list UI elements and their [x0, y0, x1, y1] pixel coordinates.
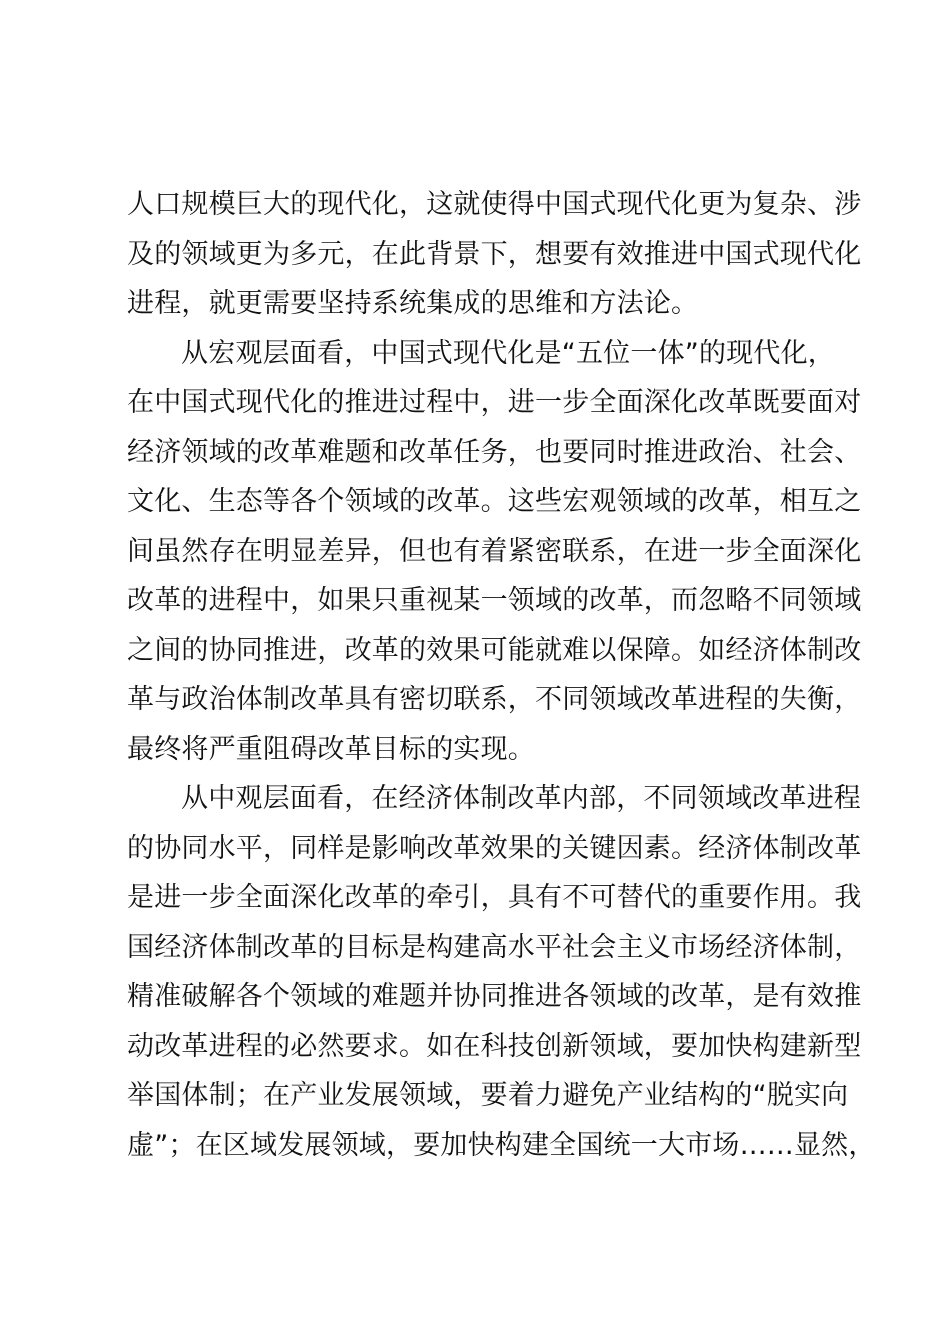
text-line: 之间的协同推进，改革的效果可能就难以保障。如经济体制改	[127, 634, 862, 666]
document-body	[127, 180, 876, 1170]
paragraph	[127, 329, 862, 775]
text-line: 虚”；在区域发展领域，要加快构建全国统一大市场……显然，	[127, 1129, 876, 1161]
text-line: 精准破解各个领域的难题并协同推进各领域的改革，是有效推	[127, 981, 862, 1012]
text-line: 的协同水平，同样是影响改革效果的关键因素。经济体制改革	[127, 832, 862, 864]
text-line: 改革的进程中，如果只重视某一领域的改革，而忽略不同领域	[127, 585, 862, 616]
text-line: 在中国式现代化的推进过程中，进一步全面深化改革既要面对	[127, 387, 862, 418]
text-line: 经济领域的改革难题和改革任务，也要同时推进政治、社会、	[127, 436, 862, 468]
text-line: 动改革进程的必然要求。如在科技创新领域，要加快构建新型	[127, 1030, 862, 1062]
text-line: 是进一步全面深化改革的牵引，具有不可替代的重要作用。我	[127, 882, 862, 913]
text-line: 国经济体制改革的目标是构建高水平社会主义市场经济体制，	[127, 931, 862, 963]
text-line: 从中观层面看，在经济体制改革内部，不同领域改革进程	[181, 783, 861, 814]
paragraph	[127, 774, 876, 1170]
text-line: 举国体制；在产业发展领域，要着力避免产业结构的“脱实向	[127, 1080, 849, 1111]
text-line: 文化、生态等各个领域的改革。这些宏观领域的改革，相互之	[127, 486, 862, 517]
text-line: 最终将严重阻碍改革目标的实现。	[127, 733, 535, 765]
text-line: 革与政治体制改革具有密切联系，不同领域改革进程的失衡，	[127, 684, 862, 715]
text-line: 进程，就更需要坚持系统集成的思维和方法论。	[127, 288, 699, 319]
paragraph	[127, 180, 862, 329]
text-line: 人口规模巨大的现代化，这就使得中国式现代化更为复杂、涉	[127, 189, 862, 220]
text-line: 从宏观层面看，中国式现代化是“五位一体”的现代化，	[181, 337, 835, 369]
text-line: 及的领域更为多元，在此背景下，想要有效推进中国式现代化	[127, 238, 862, 270]
text-line: 间虽然存在明显差异，但也有着紧密联系，在进一步全面深化	[127, 535, 862, 567]
